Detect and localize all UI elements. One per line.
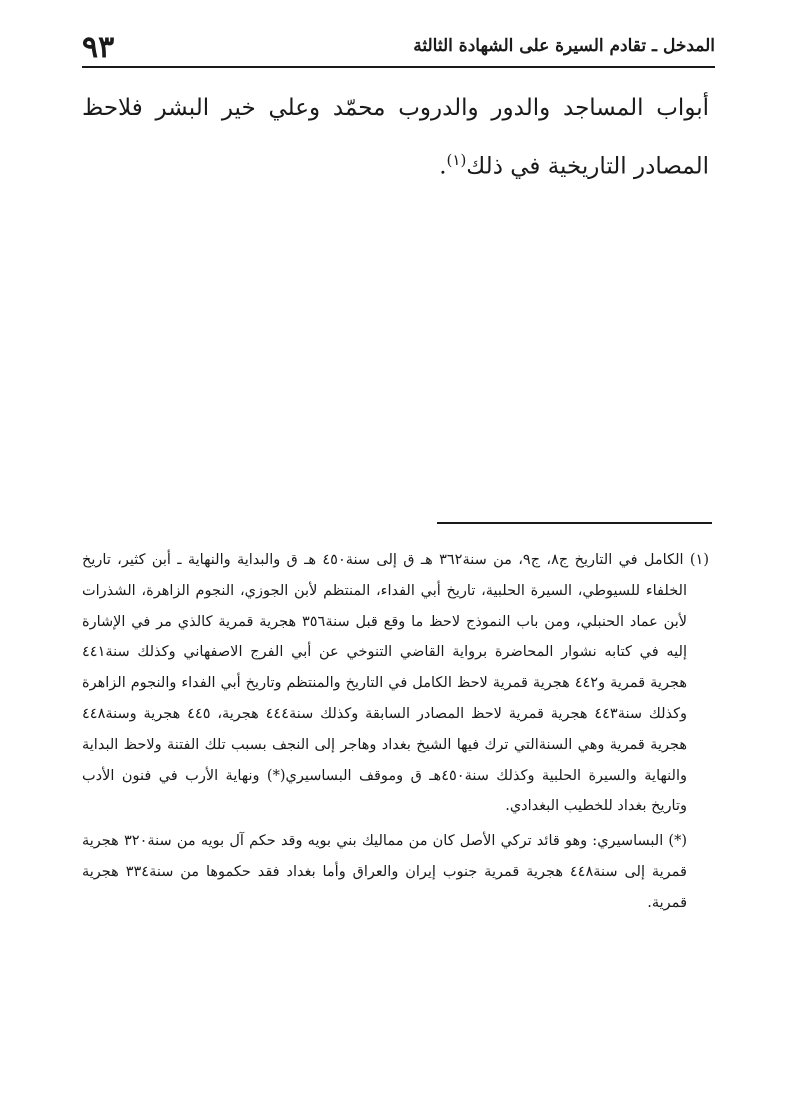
page-number: ٩٣ xyxy=(82,30,115,65)
footnote-1: (١) الكامل في التاريخ ج٨، ج٩، من سنة٣٦٢ هـ ق إلى سنة٤٥٠ هـ ق والبداية والنهاية ـ أبن كثير، تاريخ الخلفاء للسيوطي، السيرة الحلبية، تاريخ أبي الفداء، المنتظم لأبن الجوزي، النجوم الزاهرة، الشذرات لأبن عماد الحنبلي، ومن باب النموذج لاحظ ما وقع قبل سنة٣٥٦ هجرية قمرية كالذي مر في الإشارة إليه في كتابه نشوار المحاضرة برواية القاضي التنوخي عن أبي الفرج الاصفهاني وكذلك سنة٤٤١ هجرية قمرية و٤٤٢ هجرية قمرية لاحظ الكامل في التاريخ والمنتظم وتاريخ أبي الفداء والنجوم الزاهرة وكذلك سنة٤٤٣ هجرية قمرية لاحظ المصادر السابقة وكذلك سنة٤٤٤ هجرية، ٤٤٥ هجرية وسنة٤٤٨ هجرية قمرية وهي السنةالتي ترك فيها الشيخ بغداد وهاجر إلى النجف بسبب تلك الفتنة ولاحظ البداية والنهاية والسيرة الحلبية وكذلك سنة٤٥٠هـ ق وموقف البساسيري(*) ونهاية الأرب في فنون الأدب وتاريخ بغداد للخطيب البغدادي. xyxy=(82,552,710,815)
paragraph-end: . xyxy=(439,153,447,180)
running-title: المدخل ـ تقادم السيرة على الشهادة الثالثة xyxy=(413,36,715,56)
footnotes-section xyxy=(82,545,709,919)
running-header xyxy=(82,30,715,68)
footnote-reference[interactable]: (١) xyxy=(446,151,467,169)
footnote-separator xyxy=(437,522,712,524)
body-paragraph xyxy=(82,82,709,193)
paragraph-text: أبواب المساجد والدور والدروب محمّد وعلي خير البشر فلاحظ المصادر التاريخية في ذلك xyxy=(82,95,709,180)
footnote-star: (*) البساسيري: وهو قائد تركي الأصل كان من مماليك بني بويه وقد حكم آل بويه من سنة٣٢٠ هجرية قمرية إلى سنة٤٤٨ هجرية قمرية جنوب إيران والعراق وأما بغداد فقد حكموها من سنة٣٣٤ هجرية قمرية. xyxy=(82,833,687,911)
